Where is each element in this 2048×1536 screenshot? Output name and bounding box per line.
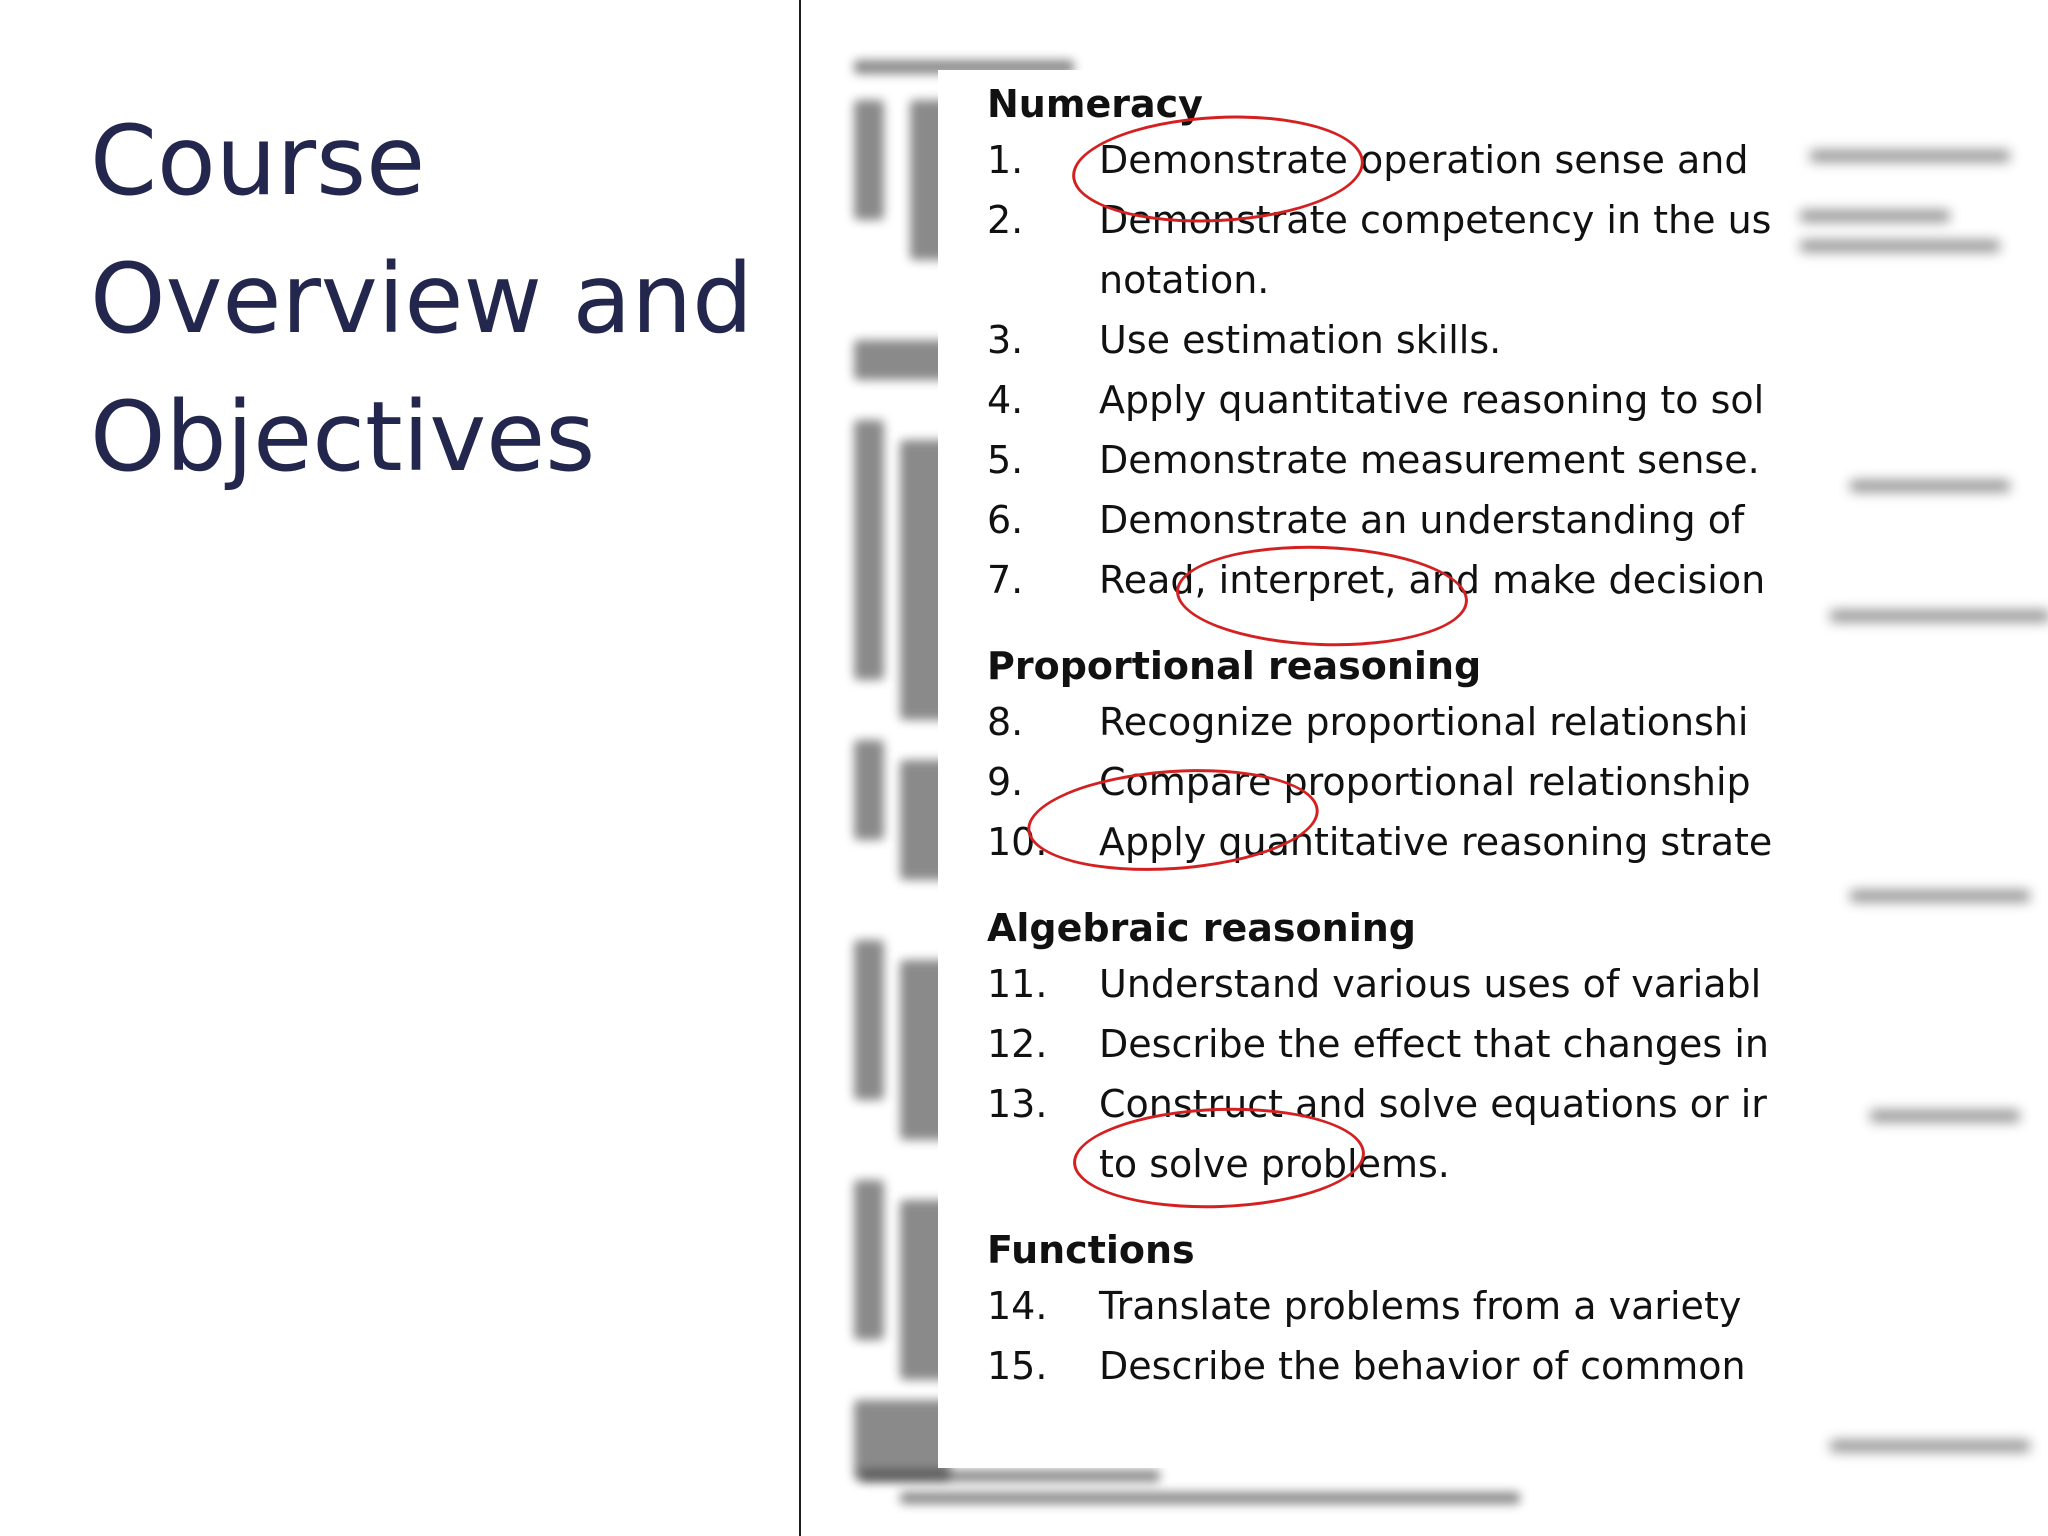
list-item (987, 692, 1749, 752)
list-item (987, 550, 1766, 610)
list-item (987, 430, 1760, 490)
item-number: 7. (987, 558, 1024, 602)
item-number: 3. (987, 318, 1024, 362)
item-number: 11. (987, 962, 1048, 1006)
item-text: Construct and solve equations or ir (1099, 1082, 1767, 1126)
item-text: Understand various uses of variabl (1099, 962, 1762, 1006)
section-numeracy (987, 78, 1772, 610)
slide-title (90, 92, 790, 506)
list-item (987, 1336, 1746, 1396)
section-algebraic-reasoning (987, 902, 1769, 1194)
item-text: Demonstrate competency in the us (1099, 198, 1772, 242)
section-heading: Proportional reasoning (987, 644, 1482, 688)
list-item (987, 370, 1765, 430)
item-text: Apply quantitative reasoning to sol (1099, 378, 1765, 422)
item-number: 10. (987, 820, 1048, 864)
list-item (987, 812, 1773, 872)
vertical-divider (799, 0, 801, 1536)
item-text: Demonstrate an understanding of (1099, 498, 1745, 542)
blurred-footer-lines (860, 1470, 1520, 1510)
item-text: Translate problems from a variety (1099, 1284, 1742, 1328)
list-item (987, 1014, 1769, 1074)
item-text: Describe the effect that changes in (1099, 1022, 1769, 1066)
item-number: 13. (987, 1082, 1048, 1126)
list-item (987, 752, 1751, 812)
item-number: 6. (987, 498, 1024, 542)
item-text: Demonstrate measurement sense. (1099, 438, 1760, 482)
list-item (987, 490, 1745, 550)
item-number: 4. (987, 378, 1024, 422)
item-number: 12. (987, 1022, 1048, 1066)
item-text: Use estimation skills. (1099, 318, 1502, 362)
item-text: Demonstrate operation sense and (1099, 138, 1749, 182)
blurred-right-margin (1790, 70, 2048, 1468)
list-item (987, 310, 1502, 370)
item-number: 9. (987, 760, 1024, 804)
item-text: Compare proportional relationship (1099, 760, 1751, 804)
item-continuation: to solve problems. (1099, 1142, 1450, 1186)
title-line-1: Course (90, 105, 426, 217)
item-text: Read, interpret, and make decision (1099, 558, 1766, 602)
item-text: Recognize proportional relationshi (1099, 700, 1749, 744)
list-item (987, 1276, 1742, 1336)
blurred-background-document (850, 40, 950, 1520)
title-line-2: Overview and (90, 243, 754, 355)
list-item (987, 954, 1762, 1014)
section-proportional-reasoning (987, 640, 1773, 872)
section-heading: Algebraic reasoning (987, 906, 1416, 950)
list-item (987, 130, 1749, 190)
item-number: 2. (987, 198, 1024, 242)
item-continuation: notation. (1099, 258, 1270, 302)
item-number: 15. (987, 1344, 1048, 1388)
item-number: 8. (987, 700, 1024, 744)
section-functions (987, 1224, 1746, 1396)
item-number: 14. (987, 1284, 1048, 1328)
list-item (987, 1074, 1767, 1134)
objectives-document (938, 70, 1794, 1468)
title-line-3: Objectives (90, 381, 596, 493)
item-text: Describe the behavior of common (1099, 1344, 1746, 1388)
item-text: Apply quantitative reasoning strate (1099, 820, 1773, 864)
item-number: 1. (987, 138, 1024, 182)
list-item (987, 190, 1772, 250)
section-heading: Numeracy (987, 82, 1203, 126)
section-heading: Functions (987, 1228, 1195, 1272)
item-number: 5. (987, 438, 1024, 482)
